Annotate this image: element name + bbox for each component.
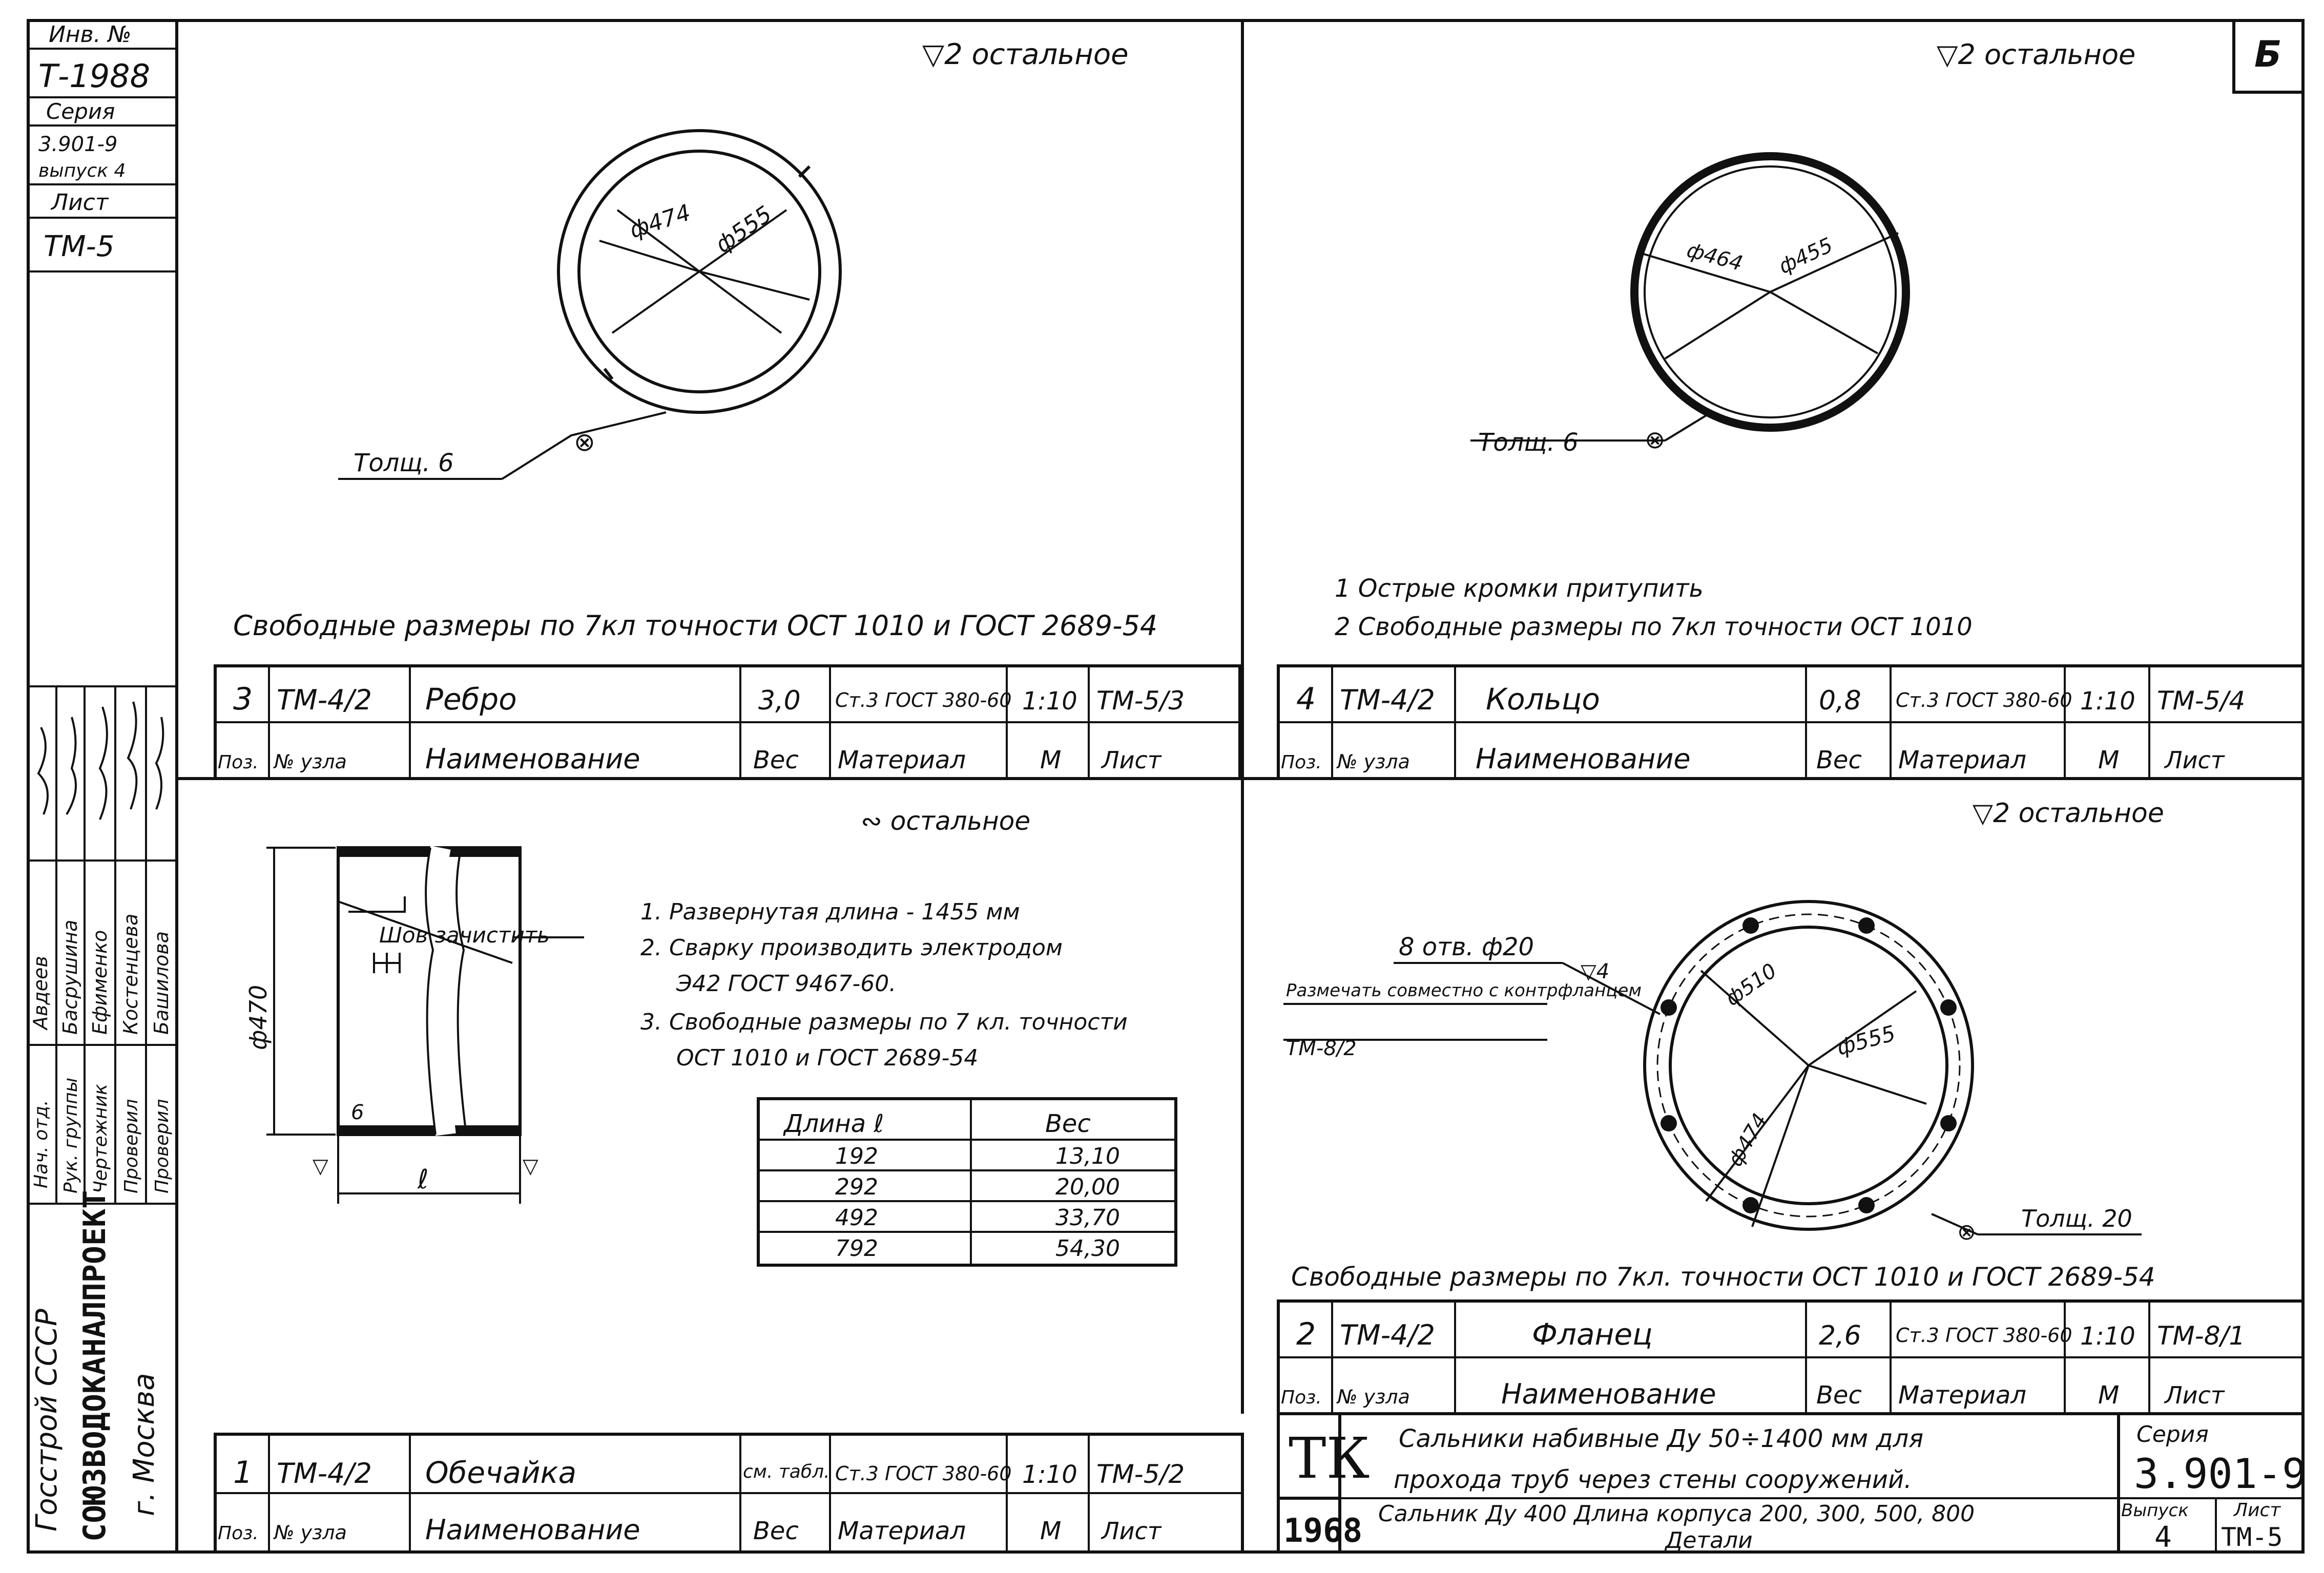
- title-sheet-value: ТМ-5: [2221, 1522, 2283, 1552]
- role-labels: [31, 1078, 173, 1193]
- part2-note: Свободные размеры по 7кл. точности ОСТ 1010 и ГОСТ 2689-54: [1291, 1262, 2155, 1292]
- lw-len-3: 792: [835, 1235, 878, 1262]
- part4-weld: Толщ. 6: [1478, 428, 1579, 457]
- org-line2: СОЮЗВОДОКАНАЛПРОЕКТ: [77, 1190, 113, 1542]
- part2-name: Фланец: [1532, 1317, 1653, 1352]
- part2-sheet: ТМ-8/1: [2157, 1321, 2246, 1351]
- corner-letter: Б: [2254, 33, 2282, 75]
- part2-scale: 1:10: [2080, 1322, 2135, 1351]
- lw-w-1: 20,00: [1055, 1174, 1120, 1200]
- hdr-sheet: Лист: [1102, 746, 1161, 774]
- hdr-material: Материал: [838, 746, 966, 774]
- part2-dim1: ф510: [1721, 959, 1781, 1011]
- series-label: Серия: [46, 99, 115, 124]
- title-line2: прохода труб через стены сооружений.: [1394, 1465, 1912, 1494]
- role-2: Чертежник: [90, 1084, 111, 1193]
- part4-weight: 0,8: [1819, 685, 1861, 716]
- sheet-label: Лист: [51, 190, 109, 216]
- hdr-pos: Поз.: [1281, 1387, 1322, 1408]
- hdr-weight: Вес: [753, 746, 799, 774]
- part3-drawing: [233, 38, 1157, 642]
- part1-dim-s: 6: [351, 1101, 364, 1124]
- title-series-value: 3.901-9: [2134, 1450, 2307, 1498]
- part3-pos: 3: [233, 681, 253, 717]
- part1-note2: 2. Сварку производить электродом: [640, 935, 1063, 961]
- part3-name: Ребро: [425, 682, 517, 717]
- part2-holes-note2: ТМ-8/2: [1286, 1037, 1357, 1060]
- part4-name: Кольцо: [1486, 682, 1600, 717]
- part3-weld: Толщ. 6: [354, 449, 454, 477]
- hdr-weight: Вес: [753, 1517, 799, 1545]
- role-1: Рук. группы: [60, 1077, 81, 1193]
- part1-dim-l: ℓ: [418, 1164, 429, 1195]
- part3-sheet: ТМ-5/3: [1096, 686, 1185, 716]
- lw-w-3: 54,30: [1055, 1235, 1120, 1262]
- part4-surface: ▽2 остальное: [1937, 38, 2136, 71]
- part1-spec-table: [215, 1434, 1242, 1552]
- hdr-sheet: Лист: [1102, 1517, 1161, 1545]
- part4-pos: 4: [1296, 681, 1316, 717]
- title-sheet-label: Лист: [2234, 1500, 2281, 1521]
- title-issue-value: 4: [2154, 1521, 2172, 1554]
- part1-material: Ст.3 ГОСТ 380-60: [835, 1462, 1012, 1485]
- hdr-weight: Вес: [1816, 1381, 1862, 1410]
- part4-sheet: ТМ-5/4: [2157, 686, 2246, 716]
- part1-pos: 1: [233, 1455, 253, 1491]
- name-labels: [29, 914, 173, 1035]
- svg-text:⊗: ⊗: [1957, 1219, 1976, 1245]
- inv-value: Т-1988: [38, 57, 151, 95]
- org-line3: г. Москва: [128, 1373, 161, 1516]
- hdr-scale: М: [1040, 746, 1062, 774]
- hdr-node: № узла: [1337, 750, 1410, 773]
- part2-weight: 2,6: [1819, 1320, 1861, 1351]
- hdr-material: Материал: [838, 1517, 966, 1545]
- title-issue-label: Выпуск: [2121, 1500, 2189, 1521]
- title-block: [1278, 1414, 2307, 1554]
- part4-material: Ст.3 ГОСТ 380-60: [1896, 689, 2072, 711]
- issue-value: выпуск 4: [38, 160, 126, 181]
- part3-weight: 3,0: [758, 685, 801, 716]
- hdr-scale: М: [2098, 1381, 2120, 1410]
- part1-weight: см. табл.: [743, 1461, 830, 1482]
- svg-text:▽: ▽: [523, 1155, 538, 1178]
- hdr-name: Наименование: [1476, 743, 1691, 775]
- part1-name: Обечайка: [425, 1455, 577, 1490]
- part3-material: Ст.3 ГОСТ 380-60: [835, 689, 1012, 711]
- name-1: Басрушина: [59, 919, 81, 1035]
- name-4: Башилова: [150, 931, 173, 1035]
- part2-material: Ст.3 ГОСТ 380-60: [1896, 1324, 2072, 1347]
- lw-header-weight: Вес: [1045, 1109, 1091, 1138]
- part2-weld: Толщ. 20: [2021, 1205, 2132, 1232]
- lw-len-1: 292: [835, 1174, 878, 1200]
- part2-holes-note1: Размечать совместно с контрфланцем: [1286, 980, 1642, 1001]
- main-frame: [177, 20, 2303, 1552]
- part4-spec-table: [1278, 666, 2303, 779]
- part4-dim1: ф464: [1684, 238, 1746, 276]
- organization: [30, 1190, 161, 1542]
- title-line3: Сальник Ду 400 Длина корпуса 200, 300, 500, 800: [1378, 1501, 1975, 1527]
- part3-dim1: ф474: [626, 199, 694, 244]
- length-weight-table: [758, 1099, 1176, 1265]
- role-4: Проверил: [152, 1099, 173, 1193]
- part1-surface: ∾ остальное: [861, 806, 1031, 836]
- name-2: Ефименко: [89, 930, 111, 1035]
- part1-note1: 1. Развернутая длина - 1455 мм: [640, 899, 1020, 925]
- part3-surface: ▽2 остальное: [922, 38, 1129, 71]
- lw-header-length: Длина ℓ: [784, 1109, 884, 1138]
- part4-note2: 2 Свободные размеры по 7кл точности ОСТ 1010: [1335, 613, 1973, 641]
- hdr-node: № узла: [274, 750, 347, 773]
- name-0: Авдеев: [29, 956, 52, 1030]
- lw-len-2: 492: [835, 1205, 878, 1231]
- role-3: Проверил: [121, 1099, 142, 1193]
- part2-dim2: ф555: [1834, 1020, 1898, 1060]
- part1-node: ТМ-4/2: [277, 1457, 372, 1490]
- hdr-pos: Поз.: [218, 1523, 259, 1544]
- hdr-weight: Вес: [1816, 746, 1862, 774]
- title-series-label: Серия: [2136, 1421, 2209, 1448]
- part4-scale: 1:10: [2080, 687, 2135, 716]
- part1-scale: 1:10: [1022, 1460, 1077, 1489]
- part2-dim3: ф474: [1723, 1109, 1772, 1170]
- part1-seam: Шов зачистить: [379, 922, 550, 948]
- hdr-node: № узла: [1337, 1386, 1410, 1408]
- part4-node: ТМ-4/2: [1340, 684, 1435, 716]
- svg-text:⊗: ⊗: [1645, 426, 1666, 454]
- part1-note4: 3. Свободные размеры по 7 кл. точности: [640, 1009, 1128, 1035]
- svg-text:▽4: ▽4: [1581, 960, 1610, 983]
- hdr-pos: Поз.: [1281, 752, 1322, 773]
- part4-drawing: [1335, 38, 2135, 641]
- org-line1: Госстрой СССР: [30, 1309, 64, 1532]
- lw-w-0: 13,10: [1055, 1143, 1120, 1169]
- title-logo: ТК: [1289, 1425, 1370, 1491]
- hdr-sheet: Лист: [2165, 1381, 2225, 1409]
- hdr-sheet: Лист: [2165, 746, 2225, 774]
- part3-node: ТМ-4/2: [277, 684, 372, 716]
- part1-note3: Э42 ГОСТ 9467-60.: [676, 971, 897, 997]
- part3-note: Свободные размеры по 7кл точности ОСТ 1010 и ГОСТ 2689-54: [233, 610, 1158, 642]
- hdr-scale: М: [1040, 1517, 1062, 1545]
- series-value: 3.901-9: [38, 133, 118, 156]
- left-stamp: [28, 20, 177, 1552]
- hdr-name: Наименование: [1501, 1378, 1716, 1410]
- part2-drawing: [1283, 798, 2164, 1292]
- role-0: Нач. отд.: [31, 1100, 52, 1188]
- hdr-node: № узла: [274, 1521, 347, 1544]
- lw-w-2: 33,70: [1055, 1205, 1120, 1231]
- svg-text:▽: ▽: [313, 1155, 328, 1178]
- title-line4: Детали: [1665, 1527, 1753, 1554]
- inv-label: Инв. №: [49, 22, 132, 48]
- hdr-material: Материал: [1898, 746, 2027, 774]
- svg-text:⊗: ⊗: [574, 427, 595, 457]
- part2-holes: 8 отв. ф20: [1399, 933, 1534, 961]
- part2-spec-table: [1278, 1301, 2303, 1414]
- title-line1: Сальники набивные Ду 50÷1400 мм для: [1399, 1424, 1924, 1453]
- name-3: Костенцева: [119, 913, 142, 1035]
- hdr-pos: Поз.: [218, 752, 259, 773]
- part2-surface: ▽2 остальное: [1973, 798, 2164, 829]
- part4-dim2: ф455: [1775, 233, 1837, 279]
- lw-len-0: 192: [835, 1143, 878, 1169]
- part1-drawing: [244, 806, 1176, 1265]
- part3-dim2: ф555: [711, 201, 777, 259]
- part4-note1: 1 Острые кромки притупить: [1335, 574, 1704, 603]
- hdr-name: Наименование: [425, 743, 640, 775]
- hdr-material: Материал: [1898, 1381, 2027, 1410]
- part3-scale: 1:10: [1022, 687, 1077, 716]
- part1-dim-d: ф470: [244, 984, 272, 1050]
- part2-node: ТМ-4/2: [1340, 1319, 1435, 1351]
- part1-sheet: ТМ-5/2: [1096, 1459, 1185, 1489]
- hdr-name: Наименование: [425, 1514, 640, 1546]
- hdr-scale: М: [2098, 746, 2120, 774]
- part2-pos: 2: [1296, 1316, 1316, 1352]
- sheet-value: ТМ-5: [44, 230, 115, 263]
- part1-note5: ОСТ 1010 и ГОСТ 2689-54: [676, 1045, 979, 1071]
- part3-spec-table: [215, 666, 1240, 779]
- title-year: 1968: [1283, 1512, 1363, 1550]
